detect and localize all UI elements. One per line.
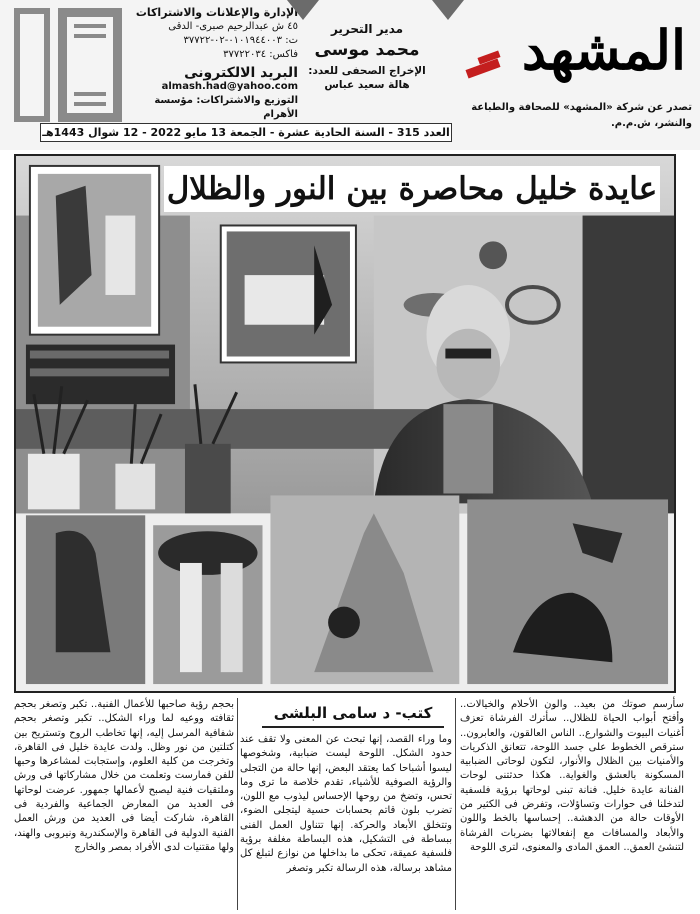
article-column-right: سأرسم صوتك من بعيد.. والون الأحلام والخيالات.. وأفتح أبواب الحياة للظلال.. سأترك الفرشاة تعزف أغنيات البيوت والشوارع.. الناس العالقون، والعابرون.. سترقص الخطوط على جسد اللوحة، تتعانق الذكريات والأمنيات بين الظلال والأنوار، لتكون لوحاتى الضبابية المسكونة بالعشق والغواية.. هكذا حدثتنى لوحات الفنانة عايدة خليل. فنانة تبنى لوحاتها برؤية فلسفية لتدخلنا فى حوارات وتساؤلات، وتفرض فى الكثير من الأوقات حالة من الدهشة.. إحساسها بالخط واللون والأبعاد والمسافات مع إنفعالاتها بضربات الفرشاة لتنشئ العمق.. العمق المادى والمعنوى، لترى اللوحة bbox=[460, 699, 684, 853]
email: almash.had@yahoo.com bbox=[161, 81, 298, 92]
editor-role: مدير التحرير bbox=[330, 22, 404, 36]
artist-studio-photo bbox=[16, 156, 674, 691]
fax: فاكس: ٣٧٧٢٢٠٣٤ bbox=[223, 49, 298, 60]
issue-number-graphic bbox=[14, 8, 122, 122]
editor-name: محمد موسى bbox=[314, 40, 420, 60]
triangle-marker-left bbox=[287, 0, 319, 20]
article-column-left: بحجم رؤية صاحبها للأعمال الفنية.. تكبر وتصغر بحجم ثقافته ووعيه لما وراء الشكل.. تكبر وتصغر بحجم شفافية المرسل إليه، إنها تخاطب الروح وتستريح بين كتلتين من نور وظل. ولدت عايدة خليل فى القاهرة، وتخرجت من كلية العلوم، وإستجابت لمشاعرها وحبها للفن فمارست وتعلمت من خلال مشاركاتها فى ورش وملتقيات فنية ليصبح لأعمالها جمهور. عرضت لوحاتها فى العديد من المعارض الجماعية والفردية فى القاهرة، شاركت أيضا فى العديد من ورش العمل الفنية الدولية فى القاهرة والإسكندرية ونيروبى والهند، ولها مقتنيات لدى الأفراد بمصر والخارج bbox=[14, 699, 234, 853]
email-label: البريد الالكترونى bbox=[184, 65, 298, 81]
article-column-middle: وما وراء القصد، إنها تبحث عن المعنى ولا تقف عند حدود الشكل. اللوحة ليست ضبابية، وشخوصها ليسوا أشباحا كما يعتقد البعض، إنها حالة من التجلى والرؤية الصوفية للأشياء، تقدم خلاصة ما ترى وما تحس، وتضخ من روحها الإحساس ليذوب مع اللون، تضرب بلون قاتم بحسابات حسية ليتجلى الضوء، وتتخلق الأبعاد والحركة. إنها تتناول العمل الفنى ببساطة فى التشكيل، هذه البساطة مغلفة برؤية فلسفية عميقة، تحكى ما بداخلها من نوازع لتبلغ كل مشاهد برسالة، هذه الرسالة تكبر وتصغر bbox=[240, 734, 452, 874]
article-headline: عايدة خليل محاصرة بين النور والظلال bbox=[164, 166, 660, 212]
layout-name: هالة سعيد عباس bbox=[324, 79, 410, 91]
address: ٤٥ ش عبدالرحيم صبرى- الدقى bbox=[168, 21, 298, 32]
phone: ت: ٠١٠١٩٤٤٠٠٣-٠٢-٣٧٧٢٢ bbox=[183, 35, 298, 46]
logo-text: المشهد bbox=[521, 18, 686, 82]
article-byline: كتب- د سامى البلشى bbox=[262, 700, 444, 728]
masthead bbox=[0, 0, 700, 150]
column-divider bbox=[237, 698, 238, 910]
photo-collage bbox=[14, 154, 676, 693]
admin-title: الإدارة والإعلانات والاشتراكات bbox=[135, 6, 298, 19]
admin-contact-block bbox=[120, 6, 298, 120]
column-divider bbox=[455, 698, 456, 910]
publisher-line: تصدر عن شركة «المشهد» للصحافة والطباعة والنشر، ش.م.م. bbox=[471, 102, 692, 129]
distribution: التوزيع والاشتراكات: مؤسسة الأهرام bbox=[154, 95, 298, 120]
issue-line: العدد 315 - السنة الحادية عشرة - الجمعة 13 مايو 2022 - 12 شوال 1443هـ bbox=[40, 123, 452, 142]
editor-block bbox=[306, 22, 428, 92]
layout-role: الإخراج الصحفى للعدد: bbox=[308, 65, 426, 77]
newspaper-logo bbox=[452, 14, 692, 94]
